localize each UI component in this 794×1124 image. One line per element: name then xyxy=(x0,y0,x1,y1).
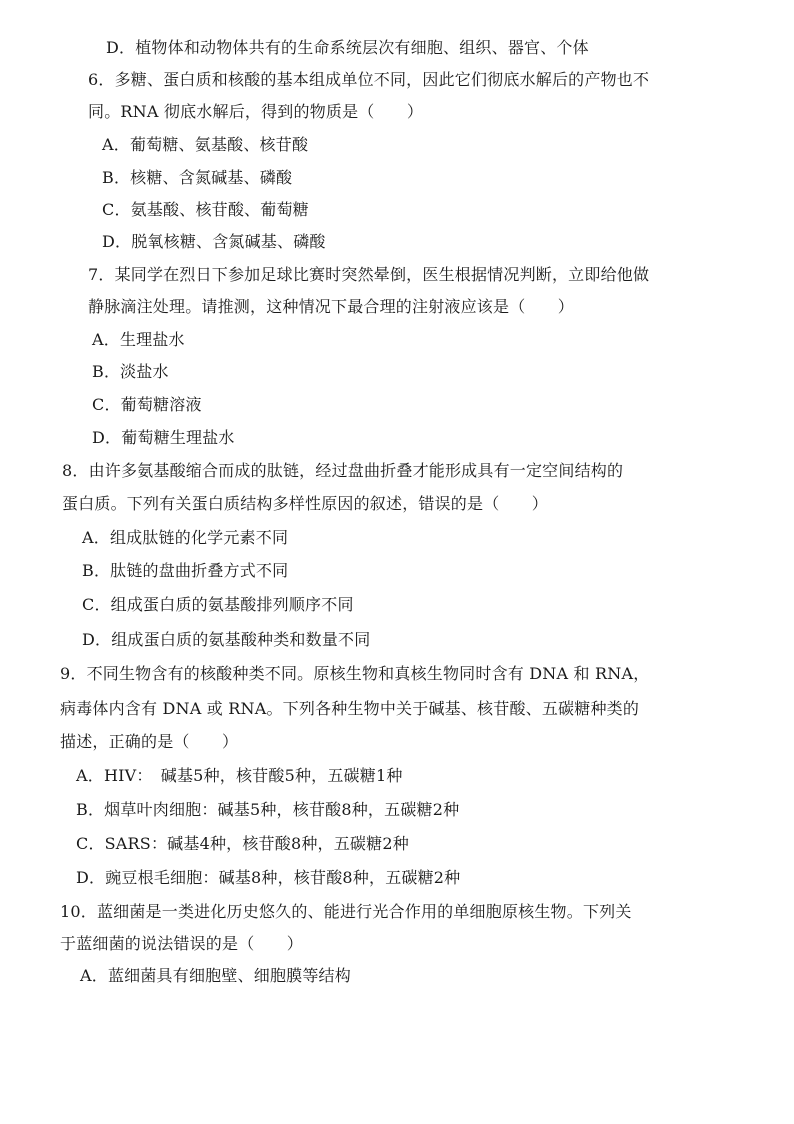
q5-option-d: D．植物体和动物体共有的生命系统层次有细胞、组织、器官、个体 xyxy=(106,38,589,57)
q9-option-d: D．豌豆根毛细胞：碱基8种，核苷酸8种，五碳糖2种 xyxy=(76,868,461,887)
q10-option-a: A．蓝细菌具有细胞壁、细胞膜等结构 xyxy=(80,966,351,985)
q7-option-b: B．淡盐水 xyxy=(92,362,169,381)
q8-option-a: A．组成肽链的化学元素不同 xyxy=(82,528,289,547)
q7-option-d: D．葡萄糖生理盐水 xyxy=(92,428,235,447)
q8-option-c: C．组成蛋白质的氨基酸排列顺序不同 xyxy=(82,595,354,614)
q6-option-d: D．脱氧核糖、含氮碱基、磷酸 xyxy=(102,232,326,251)
q8-option-d: D．组成蛋白质的氨基酸种类和数量不同 xyxy=(82,630,371,649)
q8-stem-line-2: 蛋白质。下列有关蛋白质结构多样性原因的叙述，错误的是（ ） xyxy=(62,494,549,513)
q7-option-a: A．生理盐水 xyxy=(92,330,185,349)
q10-stem-line-2: 于蓝细菌的说法错误的是（ ） xyxy=(60,934,304,953)
q9-stem-line-1: 9．不同生物含有的核酸种类不同。原核生物和真核生物同时含有 DNA 和 RNA， xyxy=(60,664,650,683)
q9-stem-line-2: 病毒体内含有 DNA 或 RNA。下列各种生物中关于碱基、核苷酸、五碳糖种类的 xyxy=(60,699,640,718)
q6-option-a: A．葡萄糖、氨基酸、核苷酸 xyxy=(102,135,309,154)
q6-option-b: B．核糖、含氮碱基、磷酸 xyxy=(102,168,293,187)
q8-option-b: B．肽链的盘曲折叠方式不同 xyxy=(82,561,289,580)
q6-stem-line-2: 同。RNA 彻底水解后，得到的物质是（ ） xyxy=(88,102,424,121)
q7-stem-line-2: 静脉滴注处理。请推测，这种情况下最合理的注射液应该是（ ） xyxy=(88,297,575,316)
q9-option-b: B．烟草叶肉细胞：碱基5种，核苷酸8种，五碳糖2种 xyxy=(76,800,460,819)
q6-stem-line-1: 6．多糖、蛋白质和核酸的基本组成单位不同，因此它们彻底水解后的产物也不 xyxy=(88,70,650,89)
q6-option-c: C．氨基酸、核苷酸、葡萄糖 xyxy=(102,200,309,219)
q8-stem-line-1: 8．由许多氨基酸缩合而成的肽链，经过盘曲折叠才能形成具有一定空间结构的 xyxy=(62,461,624,480)
q9-option-c: C．SARS：碱基4种，核苷酸8种，五碳糖2种 xyxy=(76,834,409,853)
q7-option-c: C．葡萄糖溶液 xyxy=(92,395,202,414)
q7-stem-line-1: 7．某同学在烈日下参加足球比赛时突然晕倒，医生根据情况判断，立即给他做 xyxy=(88,265,650,284)
q9-stem-line-3: 描述，正确的是（ ） xyxy=(60,732,239,751)
q10-stem-line-1: 10．蓝细菌是一类进化历史悠久的、能进行光合作用的单细胞原核生物。下列关 xyxy=(60,902,632,921)
q9-option-a: A．HIV： 碱基5种，核苷酸5种，五碳糖1种 xyxy=(76,766,403,785)
